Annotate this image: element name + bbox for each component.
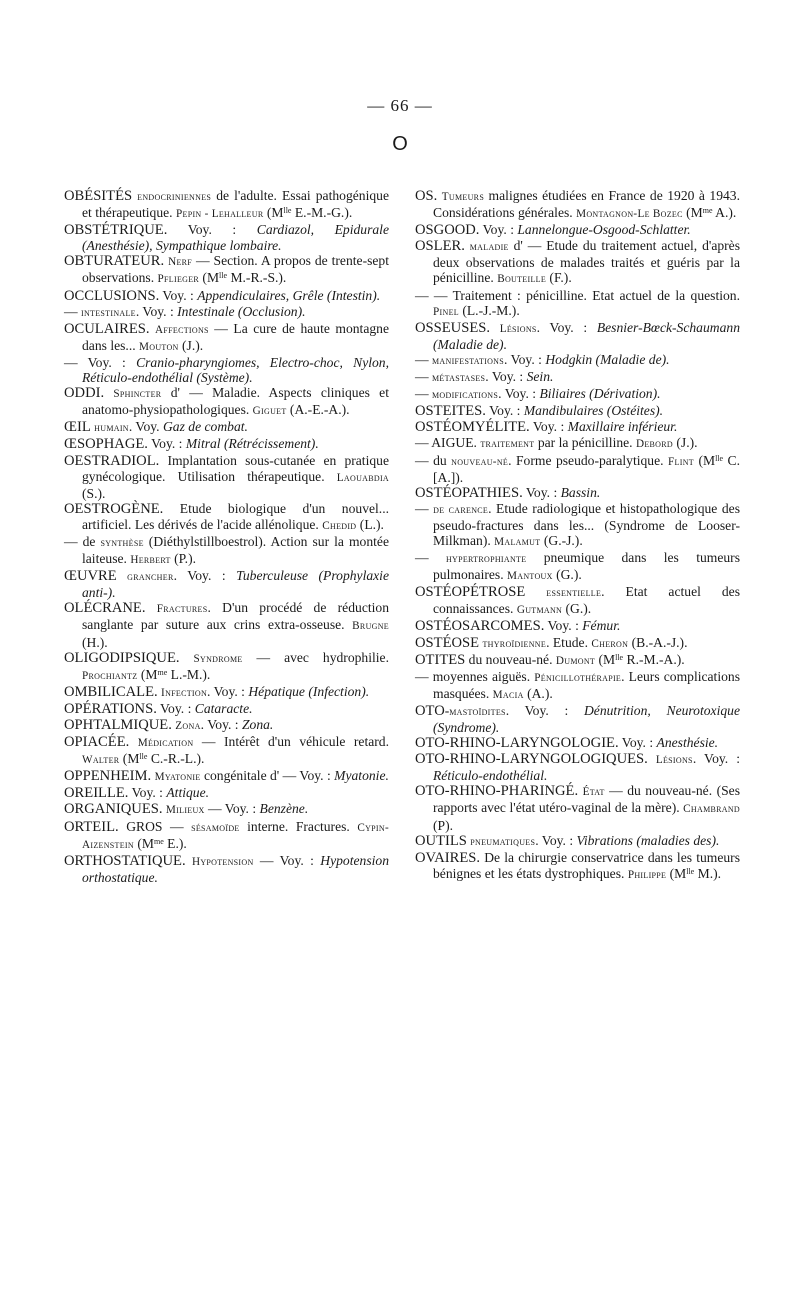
index-entry: — AIGUE. traitement par la pénicilline. Debord (J.).	[415, 435, 698, 451]
index-entry: OSTÉOSE thyroïdienne. Etude. Cheron (B.-A.-J.).	[415, 634, 688, 651]
index-entry: OPIACÉE. Médication — Intérêt d'un véhicule retard. Walter ($M^{lle}$ C.-R.-L.).	[64, 734, 389, 767]
index-entry: OESTROGÈNE. Etude biologique d'un nouvel... artificiel. Les dérivés de l'acide allénolique. Chedid (L.).	[64, 500, 389, 532]
index-entry: OSTÉOPÉTROSE essentielle. Etat actuel des connaissances. Gutmann (G.).	[415, 584, 740, 617]
index-entry: ORTEIL. GROS — sésamoïde interne. Fractures. Cypin-Aizenstein ($M^{me}$ E.).	[64, 818, 389, 851]
right-column	[415, 188, 740, 883]
index-entry: OPHTALMIQUE. Zona. Voy. : Zona.	[64, 717, 274, 733]
index-entry: — manifestations. Voy. : Hodgkin (Maladie de).	[415, 351, 670, 367]
index-entry: OMBILICALE. Infection. Voy. : Hépatique (Infection).	[64, 683, 370, 700]
index-entry: OSSEUSES. Lésions. Voy. : Besnier-Bœck-Schaumann (Maladie de).	[415, 319, 740, 352]
index-entry: OREILLE. Voy. : Attique.	[64, 785, 210, 802]
index-entry: OLÉCRANE. Fractures. D'un procédé de réduction sanglante par suture aux crins extra-osseuse. Brugne (H.).	[64, 600, 389, 650]
index-entry: OSTÉOSARCOMES. Voy. : Fémur.	[415, 618, 621, 635]
index-entry: OUTILS pneumatiques. Voy. : Vibrations (maladies des).	[415, 832, 720, 849]
index-entry: OCULAIRES. Affections — La cure de haute montagne dans les... Mouton (J.).	[64, 320, 389, 353]
index-entry: OTO-mastoïdites. Voy. : Dénutrition, Neurotoxique (Syndrome).	[415, 702, 740, 735]
index-entry: OSTEITES. Voy. : Mandibulaires (Ostéites).	[415, 403, 664, 420]
index-entry: — de carence. Etude radiologique et histopathologique des pseudo-fractures dans les... (Syndrome de Looser-Milkman). Malamut (G.-J.).	[415, 500, 741, 548]
index-entry: ŒSOPHAGE. Voy. : Mitral (Rétrécissement).	[64, 436, 319, 453]
index-entry: OCCLUSIONS. Voy. : Appendiculaires, Grêle (Intestin).	[64, 287, 381, 304]
index-entry: — Voy. : Cranio-pharyngiomes, Electro-choc, Nylon, Réticulo-endothélial (Système).	[64, 354, 389, 386]
index-entry: OBSTÉTRIQUE. Voy. : Cardiazol, Epidurale (Anesthésie), Sympathique lombaire.	[64, 222, 389, 254]
index-entry: OSTÉOPATHIES. Voy. : Bassin.	[415, 484, 601, 501]
index-entry: — intestinale. Voy. : Intestinale (Occlusion).	[64, 303, 306, 319]
left-column	[64, 188, 389, 885]
index-entry: — hypertrophiante pneumique dans les tumeurs pulmonaires. Mantoux (G.).	[415, 550, 740, 583]
index-entry: — de synthèse (Diéthylstillboestrol). Action sur la montée laiteuse. Herbert (P.).	[64, 533, 389, 567]
index-entry: — modifications. Voy. : Biliaires (Dérivation).	[415, 386, 661, 402]
index-entry: OPPENHEIM. Myatonie congénitale d' — Voy. : Myatonie.	[64, 768, 389, 785]
index-entry: OBTURATEUR. Nerf — Section. A propos de trente-sept observations. Pflieger ($M^{lle}$ M.-R.-S.).	[64, 253, 389, 286]
index-entry: — moyennes aiguës. Pénicillothérapie. Leurs complications masquées. Macia (A.).	[415, 668, 740, 701]
index-entry: OVAIRES. De la chirurgie conservatrice dans les tumeurs bénignes et les états dystrophiques. Philippe ($M^{lle}$ M.).	[415, 849, 740, 881]
index-entry: OESTRADIOL. Implantation sous-cutanée en pratique gynécologique. Utilisation thérapeutique. Laouabdia (S.).	[64, 452, 389, 501]
index-entry: OSLER. maladie d' — Etude du traitement actuel, d'après deux observations de malades traités et guéris par la pénicilline. Bouteille (F.).	[415, 238, 740, 286]
index-entry: ORGANIQUES. Milieux — Voy. : Benzène.	[64, 801, 309, 818]
index-entry: OLIGODIPSIQUE. Syndrome — avec hydrophilie. Prochiantz ($M^{me}$ L.-M.).	[64, 649, 389, 682]
index-entry: OBÉSITÉS endocriniennes de l'adulte. Essai pathogénique et thérapeutique. Pepin - Lehalleur ($M^{lle}$ E.-M.-G.).	[64, 188, 389, 221]
index-entry: OTO-RHINO-LARYNGOLOGIQUES. Lésions. Voy. : Réticulo-endothélial.	[415, 751, 740, 784]
index-entry: OTO-RHINO-PHARINGÉ. État — du nouveau-né. (Ses rapports avec l'état utéro-vaginal de la mère). Chambrand (P).	[415, 783, 741, 833]
index-entry: OTO-RHINO-LARYNGOLOGIE. Voy. : Anesthésie.	[415, 735, 719, 752]
index-entry: ORTHOSTATIQUE. Hypotension — Voy. : Hypotension orthostatique.	[64, 852, 389, 885]
index-entry: OSTÉOMYÉLITE. Voy. : Maxillaire inférieur.	[415, 419, 678, 436]
index-entry: — du nouveau-né. Forme pseudo-paralytique. Flint ($M^{lle}$ C. [A.]).	[415, 452, 741, 485]
page-number: — 66 —	[367, 96, 433, 115]
index-entry: OS. Tumeurs malignes étudiées en France de 1920 à 1943. Considérations générales. Montagnon-Le Bozec ($M^{me}$ A.).	[415, 188, 740, 221]
index-entry: OTITES du nouveau-né. Dumont ($M^{lle}$ R.-M.-A.).	[415, 651, 685, 668]
index-entry: OPÉRATIONS. Voy. : Cataracte.	[64, 700, 253, 717]
index-entry: — — Traitement : pénicilline. Etat actuel de la question. Pinel (L.-J.-M.).	[415, 287, 740, 318]
index-entry: ŒUVRE grancher. Voy. : Tuberculeuse (Prophylaxie anti-).	[64, 568, 389, 601]
index-entry: ŒIL humain. Voy. Gaz de combat.	[64, 419, 248, 436]
index-entry: OSGOOD. Voy. : Lannelongue-Osgood-Schlatter.	[415, 222, 691, 239]
section-letter: O	[392, 133, 408, 155]
index-entry: — métastases. Voy. : Sein.	[415, 369, 554, 385]
index-entry: ODDI. Sphincter d' — Maladie. Aspects cliniques et anatomo-physiopathologiques. Giguet (A.-E.-A.).	[64, 385, 389, 418]
